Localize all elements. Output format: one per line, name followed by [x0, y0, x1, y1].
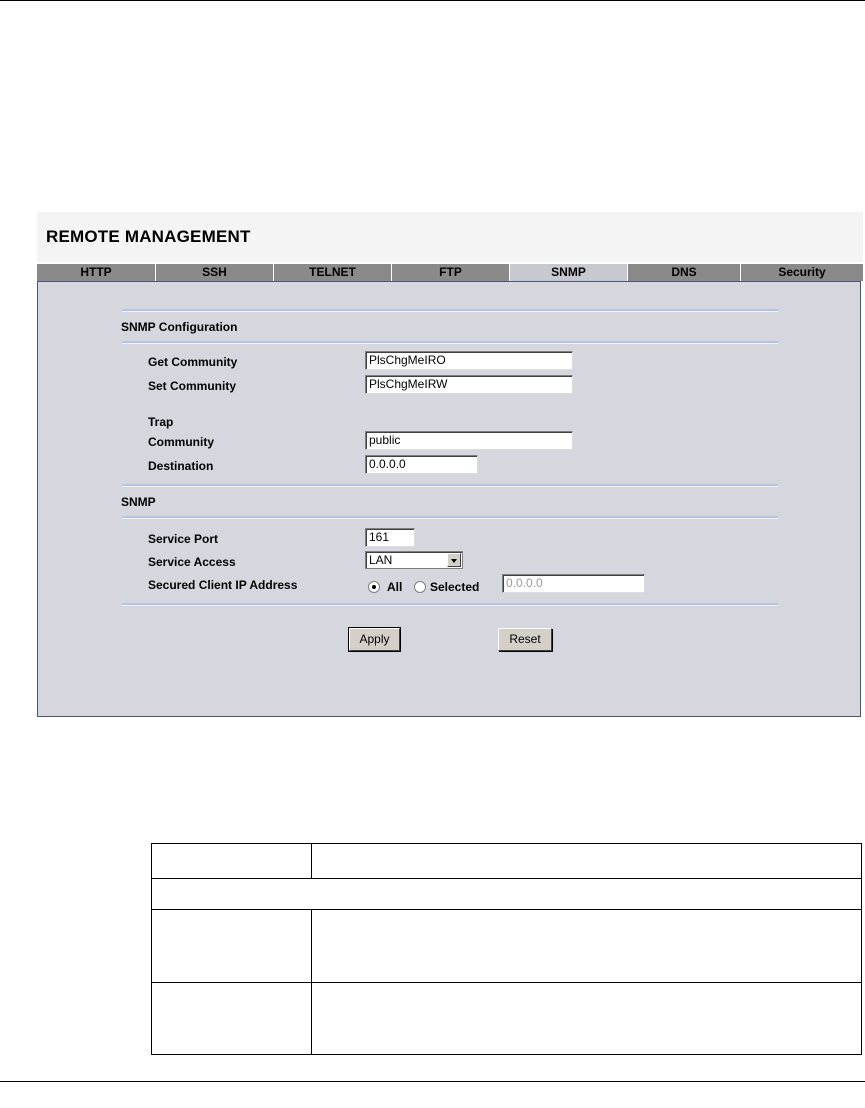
tab-http[interactable]: HTTP [37, 264, 156, 281]
tab-bar [37, 264, 863, 281]
destination-input[interactable]: 0.0.0.0 [365, 455, 478, 474]
service-access-label: Service Access [148, 555, 236, 569]
table-cell [152, 983, 312, 1055]
tab-snmp[interactable]: SNMP [510, 264, 628, 281]
secured-client-ip-input[interactable]: 0.0.0.0 [502, 574, 645, 593]
service-port-input[interactable]: 161 [365, 528, 415, 547]
table-cell [312, 844, 862, 879]
separator [122, 309, 778, 312]
radio-selected-label: Selected [430, 580, 480, 594]
separator [122, 341, 778, 344]
table-cell [152, 910, 312, 983]
secured-client-ip-label: Secured Client IP Address [148, 578, 298, 592]
description-table [151, 843, 862, 1055]
page-title-bar [37, 212, 863, 262]
table-cell [152, 879, 862, 910]
trap-community-input[interactable]: public [365, 431, 573, 450]
separator [122, 603, 778, 606]
tab-security[interactable]: Security [741, 264, 863, 281]
trap-community-label: Community [148, 435, 214, 449]
radio-selected[interactable] [414, 581, 426, 593]
tab-ftp[interactable]: FTP [392, 264, 510, 281]
service-access-select[interactable] [365, 551, 463, 569]
page-bottom-rule [0, 1081, 865, 1082]
separator [122, 484, 778, 487]
tab-telnet[interactable]: TELNET [274, 264, 392, 281]
reset-button[interactable]: Reset [498, 628, 552, 651]
set-community-input[interactable]: PlsChgMeIRW [365, 375, 573, 394]
separator [122, 516, 778, 519]
tab-dns[interactable]: DNS [628, 264, 741, 281]
apply-button[interactable]: Apply [349, 628, 400, 651]
snmp-panel [37, 281, 861, 717]
tab-ssh[interactable]: SSH [156, 264, 274, 281]
section-heading-snmp: SNMP [121, 495, 156, 509]
table-cell [312, 910, 862, 983]
service-access-value: LAN [369, 553, 393, 567]
section-heading-snmp-configuration: SNMP Configuration [121, 320, 238, 334]
chevron-down-icon[interactable] [447, 553, 461, 567]
set-community-label: Set Community [148, 379, 237, 393]
table-cell [152, 844, 312, 879]
service-port-label: Service Port [148, 532, 219, 546]
radio-all[interactable] [368, 581, 380, 593]
radio-all-label: All [387, 580, 403, 594]
trap-label: Trap [148, 415, 174, 429]
page-top-rule [0, 0, 865, 1]
destination-label: Destination [148, 459, 214, 473]
get-community-input[interactable]: PlsChgMeIRO [365, 351, 573, 370]
get-community-label: Get Community [148, 355, 238, 369]
page-title: REMOTE MANAGEMENT [46, 227, 251, 246]
table-cell [312, 983, 862, 1055]
